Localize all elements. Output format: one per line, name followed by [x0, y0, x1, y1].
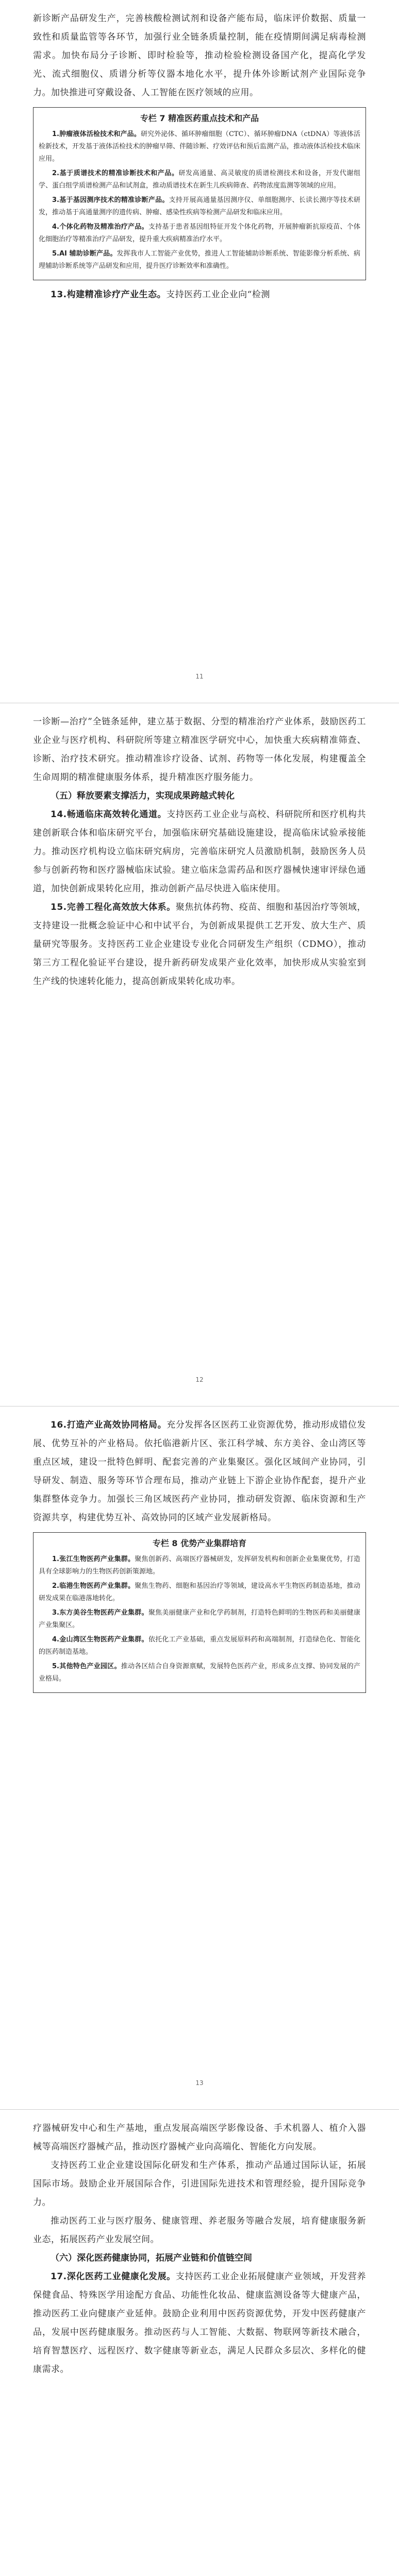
feature-box-item-text: 研发高通量、高灵敏度的质谱检测技术和设备，开发代谢组学、蛋白组学质谱检测产品和试剂盒，推动质谱技术在新生儿疾病筛查、药物浓度监测等领域的应用。	[39, 170, 360, 190]
feature-box-item-text: 推动各区结合自身资源禀赋，发展特色医药产业，形成多点支撑、协同发展的产业格局。	[39, 1663, 360, 1683]
feature-box-item-label: 3.东方美谷生物医药产业集群。	[52, 1609, 148, 1617]
feature-box-item-text: 研究外泌体、循环肿瘤细胞（CTC）、循环肿瘤DNA（ctDNA）等液体活检新技术，开发基于液体活检技术的肿瘤早筛、伴随诊断、疗效评估和预后监测产品，推动液体活检技术临床应用。	[39, 130, 361, 163]
section-heading: （六）深化医药健康协同，拓展产业链和价值链空间	[51, 2253, 252, 2263]
paragraph-text: 支持医药工业企业与高校、科研院所和医疗机构共建创新联合体和临床研究平台，加强临床研究基础设施建设，提高临床试验承接能力。推动医疗机构设立临床研究病房，完善临床研究人员激励机制，鼓励医务人员参与创新药物和医疗器械临床试验。建立临床急需药品和医疗器械快速审评绿色通道，加快创新成果转化应用，推动创新产品尽快进入临床使用。	[33, 809, 367, 894]
feature-box-item-text: 聚焦创新药、高端医疗器械研发，发挥研发机构和创新企业集聚优势，打造具有全球影响力的生物医药创新策源地。	[39, 1555, 360, 1575]
feature-box-item-text: 支持开展高通量基因测序仪、单细胞测序、长读长测序等技术研发，推动基于高通量测序的遗传病、肿瘤、感染性疾病等检测产品研发和临床应用。	[39, 196, 360, 216]
page-number: 12	[195, 1376, 204, 1383]
paragraph-text: 聚焦抗体药物、疫苗、细胞和基因治疗等领域，支持建设一批概念验证中心和中试平台，为创新成果提供工艺开发、放大生产、质量研究等服务。支持医药工业企业建设专业化合同研发生产组织（CDMO），推动第三方工程化验证平台建设，提升新药研发成果产业化效率，加快形成从实验室到生产线的快速转化能力，提高创新成果转化成功率。	[33, 902, 366, 987]
paragraph	[33, 713, 366, 787]
document-page	[0, 0, 399, 703]
feature-box-item-label: 1.张江生物医药产业集群。	[52, 1555, 135, 1563]
paragraph	[33, 2267, 366, 2379]
feature-box-item-text: 发挥我市人工智能产业优势，推进人工智能辅助诊断系统、智能影像分析系统、病理辅助诊断系统等产品研发和应用，提升医疗诊断效率和准确性。	[39, 250, 360, 270]
feature-box-item-label: 5.AI 辅助诊断产品。	[52, 250, 117, 258]
section-heading: （五）释放要素支撑活力，实现成果跨越式转化	[51, 791, 235, 801]
feature-box-item	[39, 1553, 360, 1578]
feature-box-item-label: 1.肿瘤液体活检技术和产品。	[52, 130, 141, 138]
feature-box-item	[39, 221, 360, 246]
feature-box-title: 专栏 7 精准医药重点技术和产品	[140, 113, 259, 123]
paragraph-lead: 16.打造产业高效协同格局。	[51, 1420, 167, 1430]
paragraph	[33, 2119, 366, 2156]
paragraph-text: 充分发挥各区医药工业资源优势，推动形成错位发展、优势互补的产业格局。依托临港新片区、张江科学城、东方美谷、金山湾区等重点区域，建设一批特色鲜明、配套完善的产业集聚区。强化区域间产业协同，引导研发、制造、服务等环节合理布局，推动产业链上下游企业协作配套，提升产业集群整体竞争力。加强长三角区域医药产业协同，推动研发资源、临床资源和生产资源共享，构建优势互补、高效协同的区域产业发展新格局。	[33, 1420, 367, 1523]
paragraph-text: 支持医药工业企业向“检测	[166, 290, 270, 300]
paragraph-lead: 13.构建精准诊疗产业生态。	[51, 290, 167, 300]
feature-box-item-text: 聚焦美丽健康产业和化学药制剂，打造特色鲜明的生物医药和美丽健康产业集聚区。	[39, 1609, 360, 1629]
paragraph-text: 一诊断—治疗”全链条延伸，建立基于数据、分型的精准治疗产业体系，鼓励医药工业企业与医疗机构、科研院所等建立精准医学研究中心，加快重大疾病精准筛查、诊断、治疗技术研究。推动精准诊疗设备、试剂、药物等一体化发展，构建覆盖全生命周期的精准健康服务体系，提升精准医疗服务能力。	[33, 717, 366, 783]
paragraph-lead: 15.完善工程化高效放大体系。	[51, 902, 176, 912]
paragraph	[33, 805, 366, 898]
feature-box-item-text: 支持基于患者基因组特征开发个体化药物，开展肿瘤新抗原疫苗、个体化细胞治疗等精准治疗产品研发，提升重大疾病精准治疗水平。	[39, 223, 360, 243]
paragraph-text: 新诊断产品研发生产，完善核酸检测试剂和设备产能布局，临床评价数据、质量一致性和质量监管等各环节，加强行业全链条质量控制，能在疫情期间满足病毒检测需求。加快布局分子诊断、即时检验等，推动检验检测设备国产化，提高化学发光、流式细胞仪、质谱分析等仪器本地化水平，提升体外诊断试剂产业国际竞争力。加快推进可穿戴设备、人工智能在医疗领域的应用。	[33, 13, 366, 98]
feature-box-item	[39, 1660, 360, 1685]
feature-box-item-label: 3.基于基因测序技术的精准诊断产品。	[52, 196, 169, 204]
feature-box-item	[39, 128, 360, 165]
feature-box-item-label: 4.个体化药物及精准治疗产品。	[52, 223, 148, 231]
feature-box-item-label: 5.其他特色产业园区。	[52, 1663, 121, 1670]
feature-box-item	[39, 1580, 360, 1605]
document-page	[0, 2110, 399, 2576]
paragraph-lead: 17.深化医药工业健康化发展。	[51, 2272, 176, 2282]
feature-box	[33, 107, 366, 280]
feature-box	[33, 1532, 366, 1693]
feature-box-item-label: 4.金山湾区生物医药产业集群。	[52, 1636, 148, 1643]
document-page	[0, 1406, 399, 2110]
feature-box-item	[39, 194, 360, 219]
feature-box-item-label: 2.基于质谱技术的精准诊断技术和产品。	[52, 170, 179, 177]
feature-box-item-label: 2.临港生物医药产业集群。	[52, 1582, 135, 1590]
page-number: 13	[195, 2079, 204, 2087]
paragraph	[33, 9, 366, 102]
feature-box-title: 专栏 8 优势产业集群培育	[152, 1538, 247, 1548]
paragraph-text: 疗器械研发中心和生产基地，重点发展高端医学影像设备、手术机器人、植介入器械等高端医疗器械产品，推动医疗器械产业向高端化、智能化方向发展。	[33, 2123, 366, 2152]
feature-box-item	[39, 1607, 360, 1632]
page-number: 11	[195, 673, 204, 680]
paragraph	[33, 285, 366, 304]
feature-box-item-text: 聚焦生物药、细胞和基因治疗等领域，建设高水平生物医药制造基地，推动研发成果在临港落地转化。	[39, 1582, 360, 1602]
paragraph-lead: 14.畅通临床高效转化通道。	[51, 809, 167, 820]
feature-box-item	[39, 1634, 360, 1658]
feature-box-item-text: 依托化工产业基础，重点发展原料药和高端制剂，打造绿色化、智能化的医药制造基地。	[39, 1636, 360, 1656]
paragraph-text: 支持医药工业企业建设国际化研发和生产体系，推动产品通过国际认证，拓展国际市场。鼓励企业开展国际合作，引进国际先进技术和管理经验，提升国际竞争力。	[33, 2160, 366, 2208]
paragraph	[33, 2156, 366, 2212]
document-page	[0, 703, 399, 1406]
paragraph-text: 推动医药工业与医疗服务、健康管理、养老服务等融合发展，培育健康服务新业态，拓展医药产业发展空间。	[33, 2216, 366, 2245]
paragraph	[33, 898, 366, 991]
feature-box-item	[39, 248, 360, 273]
paragraph	[33, 1416, 366, 1527]
paragraph	[33, 2212, 366, 2249]
paragraph-text: 支持医药工业企业拓展健康产业领域，开发营养保健食品、特殊医学用途配方食品、功能性化妆品、健康监测设备等大健康产品，推动医药工业向健康产业延伸。鼓励企业利用中医药资源优势，开发中医药健康产品，发展中医药健康服务。推动医药与人工智能、大数据、物联网等新技术融合，培育智慧医疗、远程医疗、数字健康等新业态，满足人民群众多层次、多样化的健康需求。	[33, 2272, 366, 2375]
feature-box-item	[39, 167, 360, 192]
